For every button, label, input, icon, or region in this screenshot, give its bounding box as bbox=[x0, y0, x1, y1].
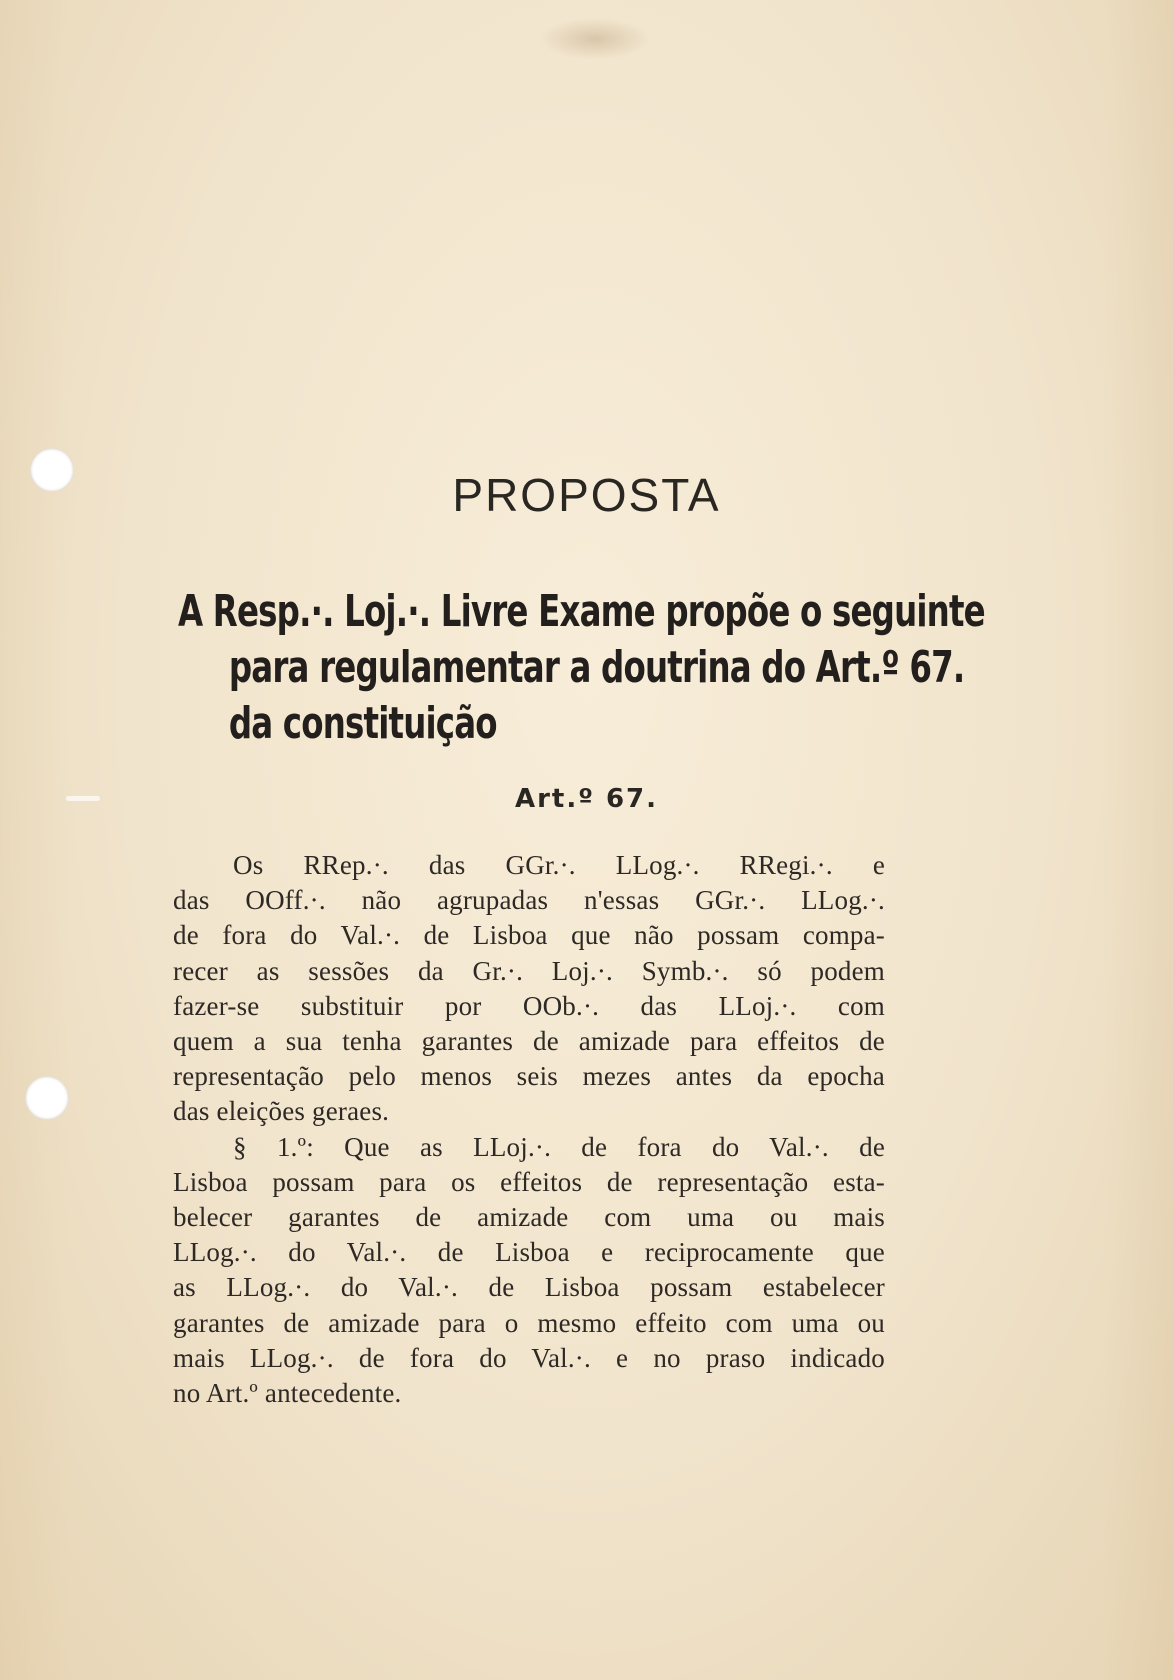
body-line: Os RRep.·. das GGr.·. LLog.·. RRegi.·. e bbox=[233, 850, 885, 880]
body-line: belecer garantes de amizade com uma ou mais bbox=[173, 1202, 885, 1233]
article-heading: Art.º 67. bbox=[514, 784, 659, 814]
body-line: garantes de amizade para o mesmo effeito com uma ou bbox=[173, 1307, 885, 1338]
body-line: mais LLog.·. de fora do Val.·. e no praso indicado bbox=[173, 1342, 885, 1373]
intro-line: da constituição bbox=[228, 698, 497, 749]
body-line: Lisboa possam para os effeitos de representação esta- bbox=[173, 1166, 885, 1197]
body-line: fazer-se substituir por OOb.·. das LLoj.·. com bbox=[173, 990, 885, 1021]
body-line: quem a sua tenha garantes de amizade para effeitos de bbox=[173, 1026, 885, 1057]
body-line: LLog.·. do Val.·. de Lisboa e reciprocamente que bbox=[173, 1237, 885, 1268]
body-line: das eleições geraes. bbox=[173, 1096, 390, 1127]
body-line: de fora do Val.·. de Lisboa que não possam compa- bbox=[173, 920, 885, 951]
body-line: representação pelo menos seis mezes antes da epocha bbox=[173, 1061, 885, 1092]
document-title: PROPOSTA bbox=[452, 469, 721, 521]
body-line: das OOff.·. não agrupadas n'essas GGr.·. LLog.·. bbox=[173, 885, 885, 916]
intro-line: A Resp.·. Loj.·. Livre Exame propõe o seguinte bbox=[178, 586, 985, 637]
body-line: § 1.º: Que as LLoj.·. de fora do Val.·. de bbox=[233, 1131, 885, 1162]
punch-hole-bottom bbox=[25, 1076, 69, 1120]
body-line: as LLog.·. do Val.·. de Lisboa possam estabelecer bbox=[173, 1272, 885, 1303]
intro-paragraph bbox=[178, 584, 985, 752]
body-line: recer as sessões da Gr.·. Loj.·. Symb.·. só podem bbox=[173, 955, 885, 986]
intro-line: para regulamentar a doutrina do Art.º 67. bbox=[228, 642, 965, 693]
body-line: no Art.º antecedente. bbox=[173, 1378, 402, 1409]
article-body bbox=[173, 848, 885, 1411]
paper-stain bbox=[540, 18, 650, 60]
